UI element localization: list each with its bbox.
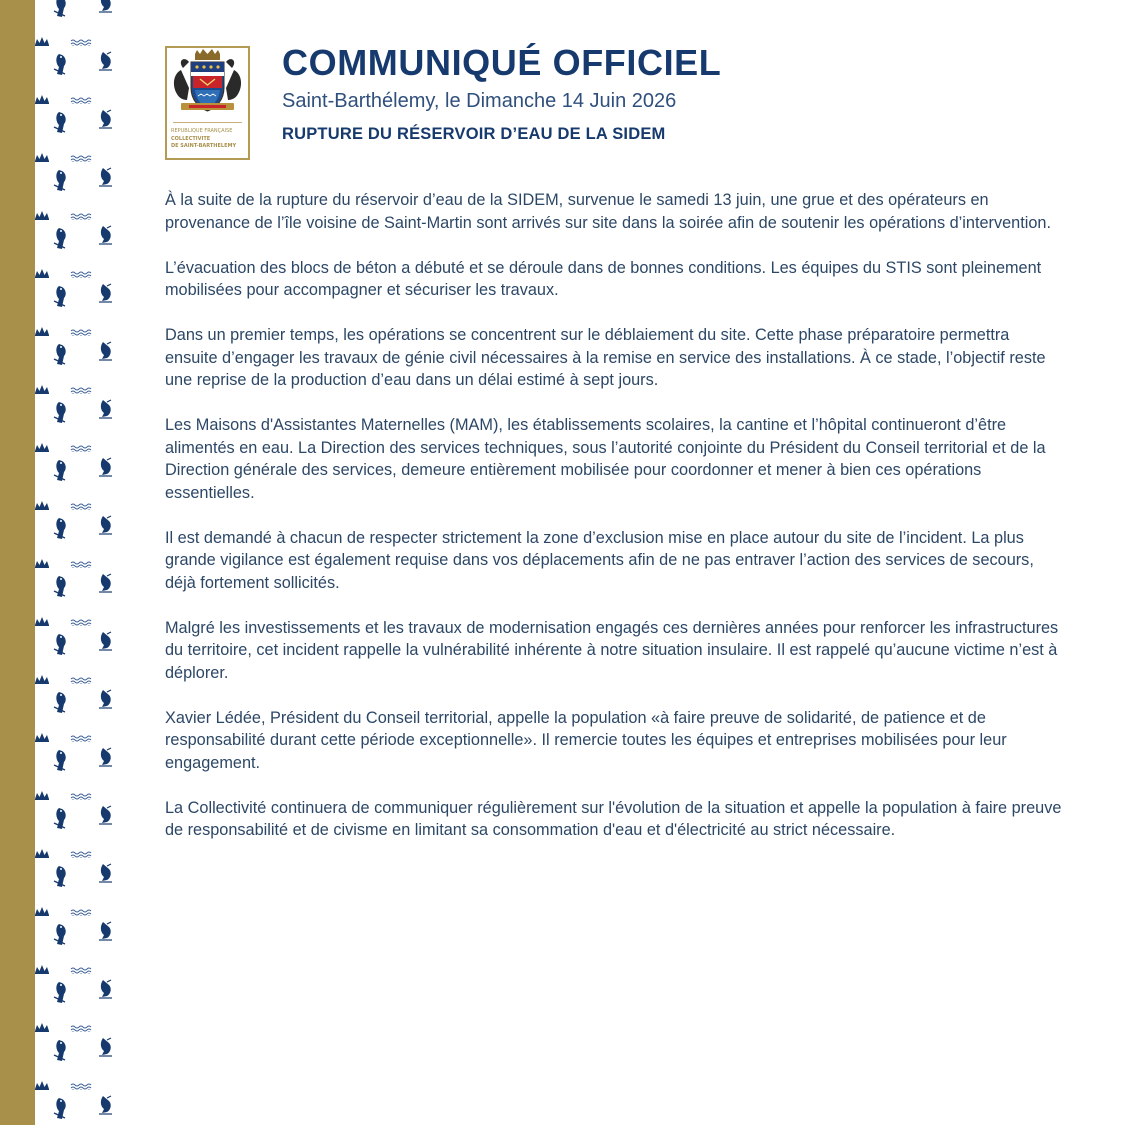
body-paragraph: L’évacuation des blocs de béton a débuté et se déroule dans de bonnes conditions. Les équipes du STIS sont pleinement mobilisées pour accompagner et sécuriser les travaux.	[165, 258, 1042, 299]
logo-line-saint-barthelemy: DE SAINT-BARTHÉLEMY	[171, 143, 237, 149]
body-paragraph: Malgré les investissements et les travaux de modernisation engagés ces dernières années pour renforcer les infrastructures du territoire, cet incident rappelle la vulnérabilité inhérente à notre situation insulaire. Il est rappelé qu’aucune victime n’est à déplorer.	[165, 618, 1059, 682]
body-paragraph: La Collectivité continuera de communiquer régulièrement sur l'évolution de la situation et appelle la population à faire preuve de responsabilité et de civisme en limitant sa consommation d'eau et d'électricité au strict nécessaire.	[165, 798, 1062, 839]
page-title: COMMUNIQUÉ OFFICIEL	[282, 42, 722, 83]
place-and-date: Saint-Barthélemy, le Dimanche 14 Juin 2026	[282, 90, 677, 112]
communique-subject: RUPTURE DU RÉSERVOIR D’EAU DE LA SIDEM	[282, 125, 666, 143]
coat-of-arms-icon	[167, 48, 248, 120]
body-paragraph: Xavier Lédée, Président du Conseil territorial, appelle la population «à faire preuve de solidarité, de patience et de responsabilité durant cette période exceptionnelle». Il remercie toutes les équipes et entreprises mobilisées pour leur engagement.	[165, 708, 1007, 772]
communique-body	[165, 189, 1063, 864]
body-paragraph: Dans un premier temps, les opérations se concentrent sur le déblaiement du site. Cette phase préparatoire permettra ensuite d’engager les travaux de génie civil nécessaires à la remise en service des installations. À ce stade, l’objectif reste une reprise de la production d’eau dans un délai estimé à sept jours.	[165, 326, 1046, 389]
body-paragraph: À la suite de la rupture du réservoir d’eau de la SIDEM, survenue le samedi 13 juin, une grue et des opérateurs en provenance de l’île voisine de Saint-Martin sont arrivés sur site dans la soirée afin de soutenir les opérations d’intervention.	[165, 191, 1052, 232]
logo-line-republique: RÉPUBLIQUE FRANÇAISE	[171, 128, 233, 134]
body-paragraph: Les Maisons d'Assistantes Maternelles (MAM), les établissements scolaires, la cantine et l’hôpital continueront d’être alimentés en eau. La Direction des services techniques, sous l’autorité conjointe du Président du Conseil territorial et de la Direction générale des services, demeure entièrement mobilisée pour coordonner et mener à bien ces opérations essentielles.	[165, 416, 1046, 502]
communique-header	[282, 40, 1082, 145]
gold-side-band	[0, 0, 35, 1125]
logo-divider	[173, 122, 242, 123]
body-paragraph: Il est demandé à chacun de respecter strictement la zone d’exclusion mise en place autour du site de l’incident. La plus grande vigilance est également requise dans vos déplacements afin de ne pas entraver l’action des services de secours, déjà fortement sollicités.	[165, 528, 1034, 592]
collectivite-logo	[165, 46, 250, 160]
logo-line-collectivite: COLLECTIVITÉ	[171, 136, 211, 142]
decorative-pattern-strip	[35, 0, 130, 1125]
